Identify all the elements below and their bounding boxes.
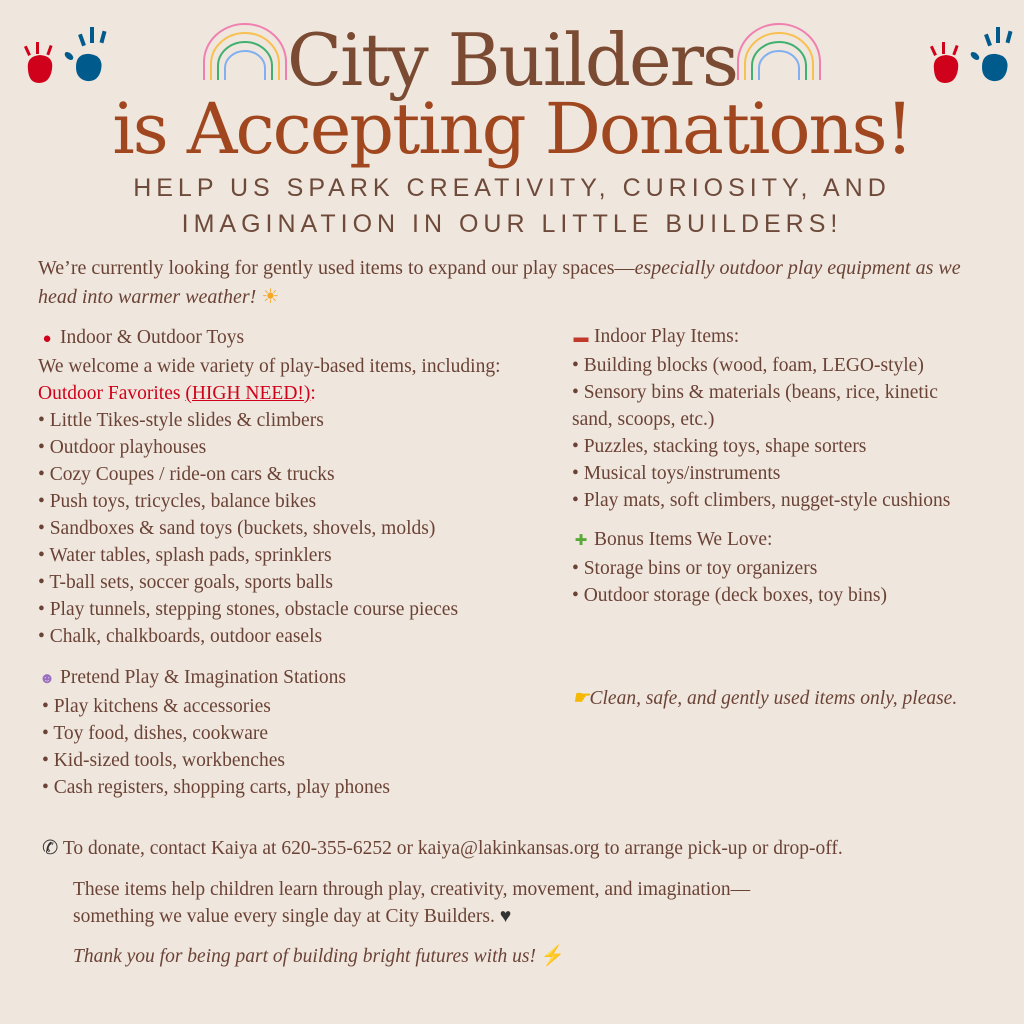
- section-lead: We welcome a wide variety of play-based items, including:: [38, 356, 501, 377]
- list-item: • Kid-sized tools, workbenches: [42, 750, 285, 771]
- list-item: • Puzzles, stacking toys, shape sorters: [572, 436, 867, 457]
- list-item: • Musical toys/instruments: [572, 463, 781, 484]
- contact-line: [42, 835, 843, 862]
- list-item: • Sandboxes & sand toys (buckets, shovels, molds): [38, 518, 436, 539]
- thanks-text: Thank you for being part of building bright futures with us!: [73, 946, 536, 967]
- section-heading: Pretend Play & Imagination Stations: [60, 667, 346, 688]
- intro-emphasis: especially outdoor play equipment as we head into warmer weather!: [38, 257, 961, 308]
- value-paragraph: [73, 876, 750, 930]
- lightning-icon: ⚡: [540, 946, 566, 967]
- list-item: • Storage bins or toy organizers: [572, 558, 818, 579]
- indoor-play-section: [572, 323, 950, 514]
- pretend-play-section: [38, 664, 390, 801]
- list-item: • T-ball sets, soccer goals, sports balls: [38, 572, 333, 593]
- contact-text: To donate, contact Kaiya at 620-355-6252 or kaiya@lakinkansas.org to arrange pick-up or drop-off.: [62, 838, 843, 859]
- section-heading: Indoor & Outdoor Toys: [60, 327, 245, 348]
- value-line-1: These items help children learn through play, creativity, movement, and imagination—: [73, 879, 751, 900]
- list-item: • Outdoor playhouses: [38, 437, 207, 458]
- value-line-2: something we value every single day at City Builders.: [73, 906, 495, 927]
- intro-paragraph: [38, 254, 998, 312]
- subtitle-line-2: IMAGINATION IN OUR LITTLE BUILDERS!: [181, 210, 843, 238]
- subtitle-line-1: HELP US SPARK CREATIVITY, CURIOSITY, AND: [133, 174, 891, 202]
- list-item: • Play mats, soft climbers, nugget-style cushions: [572, 490, 951, 511]
- colon: :: [310, 383, 316, 404]
- brick-icon: ▬: [573, 330, 589, 346]
- list-item: • Sensory bins & materials (beans, rice, kinetic: [572, 382, 938, 403]
- high-need-badge: (HIGH NEED!): [185, 383, 311, 404]
- sun-icon: ☀: [261, 286, 280, 308]
- title-accepting-donations: is Accepting Donations!: [112, 88, 912, 170]
- title-city-builders: City Builders: [286, 18, 737, 102]
- puzzle-piece-icon: ✚: [574, 533, 588, 549]
- list-item: • Building blocks (wood, foam, LEGO-style): [572, 355, 924, 376]
- note: [572, 685, 957, 712]
- list-item: • Water tables, splash pads, sprinklers: [38, 545, 332, 566]
- bonus-section: [572, 526, 887, 609]
- heart-icon: ♥: [499, 906, 512, 927]
- pointing-hand-icon: ☛: [572, 688, 590, 709]
- list-item: • Play kitchens & accessories: [42, 696, 271, 717]
- list-item: • Cash registers, shopping carts, play phones: [42, 777, 391, 798]
- list-item: • Play tunnels, stepping stones, obstacle course pieces: [38, 599, 459, 620]
- list-item: • Little Tikes-style slides & climbers: [38, 410, 324, 431]
- thanks-line: [73, 943, 565, 970]
- theater-masks-icon: ☻: [39, 671, 55, 687]
- intro-text: We’re currently looking for gently used items to expand our play spaces—: [38, 257, 635, 279]
- indoor-outdoor-section: [38, 324, 501, 650]
- list-item: sand, scoops, etc.): [572, 409, 715, 430]
- list-item: • Outdoor storage (deck boxes, toy bins): [572, 585, 887, 606]
- list-item: • Push toys, tricycles, balance bikes: [38, 491, 317, 512]
- note-text: Clean, safe, and gently used items only, please.: [589, 688, 958, 709]
- section-heading: Bonus Items We Love:: [594, 529, 773, 550]
- balloon-icon: ●: [42, 331, 52, 347]
- list-item: • Toy food, dishes, cookware: [42, 723, 269, 744]
- section-heading: Indoor Play Items:: [594, 326, 740, 347]
- phone-icon: ✆: [42, 838, 59, 859]
- list-item: • Cozy Coupes / ride-on cars & trucks: [38, 464, 335, 485]
- outdoor-favorites-label: Outdoor Favorites: [38, 383, 186, 404]
- list-item: • Chalk, chalkboards, outdoor easels: [38, 626, 323, 647]
